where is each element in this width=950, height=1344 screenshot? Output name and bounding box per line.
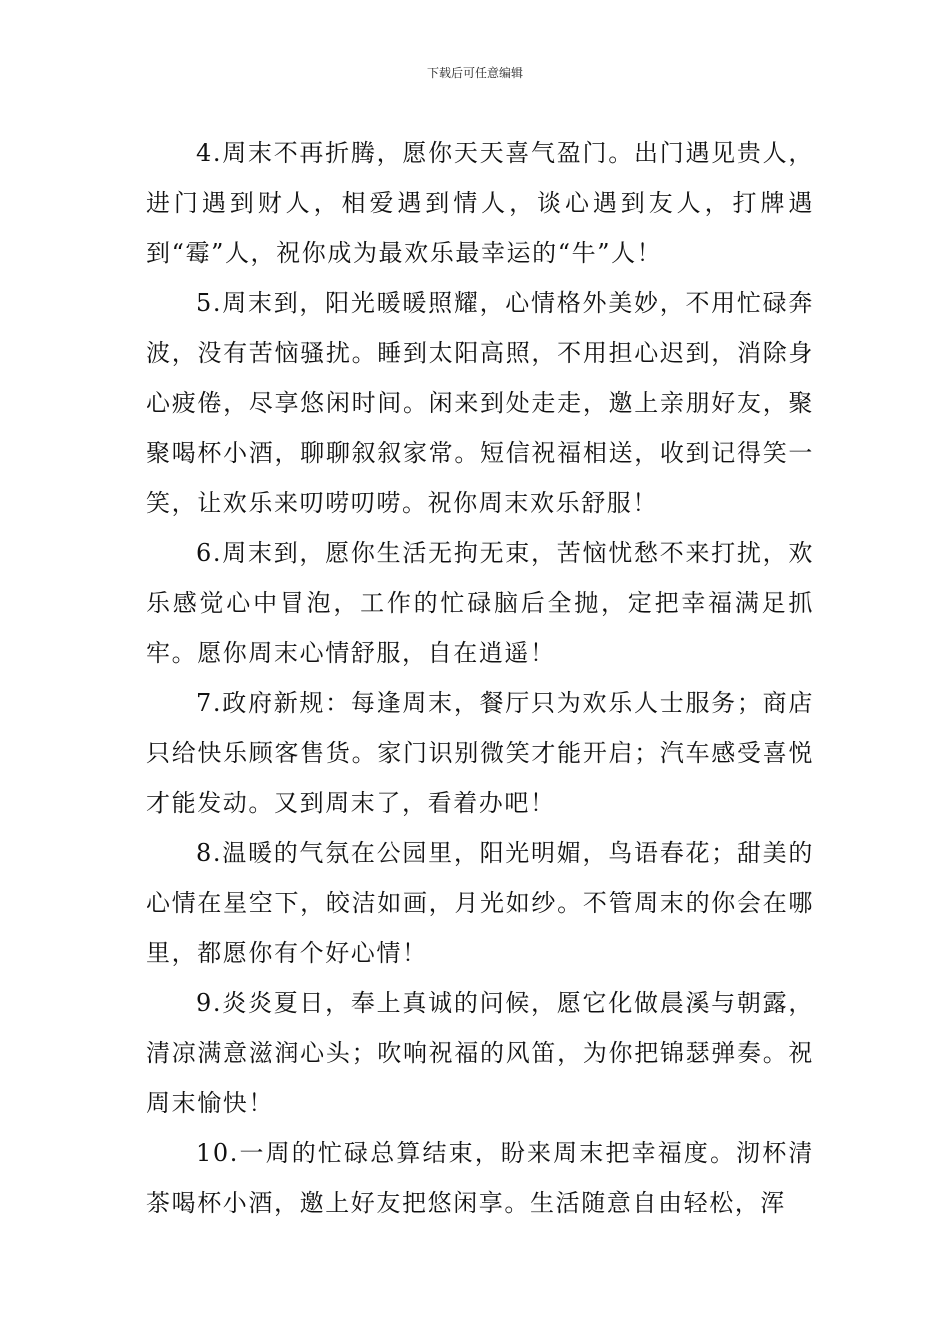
- page-header: 下载后可任意编辑: [426, 66, 523, 80]
- paragraph-7: 7.政府新规：每逢周末，餐厅只为欢乐人士服务；商店只给快乐顾客售货。家门识别微笑才能开启；汽车感受喜悦才能发动。又到周末了，看着办吧！: [146, 689, 814, 817]
- paragraph-10: 10.一周的忙碌总算结束，盼来周末把幸福度。沏杯清茶喝杯小酒，邀上好友把悠闲享。生活随意自由轻松，浑: [146, 1139, 814, 1217]
- paragraph-4: 4.周末不再折腾，愿你天天喜气盈门。出门遇见贵人，进门遇到财人，相爱遇到情人，谈心遇到友人，打牌遇到“霉”人，祝你成为最欢乐最幸运的“牛”人！: [146, 139, 814, 267]
- paragraph-5: 5.周末到，阳光暖暖照耀，心情格外美妙，不用忙碌奔波，没有苦恼骚扰。睡到太阳高照，不用担心迟到，消除身心疲倦，尽享悠闲时间。闲来到处走走，邀上亲朋好友，聚聚喝杯小酒，聊聊叙叙家常。短信祝福相送，收到记得笑一笑，让欢乐来叨唠叨唠。祝你周末欢乐舒服！: [146, 289, 814, 517]
- paragraph-9: 9.炎炎夏日，奉上真诚的问候，愿它化做晨溪与朝露，清凉满意滋润心头；吹响祝福的风笛，为你把锦瑟弹奏。祝周末愉快！: [146, 989, 814, 1117]
- paragraph-6: 6.周末到，愿你生活无拘无束，苦恼忧愁不来打扰，欢乐感觉心中冒泡，工作的忙碌脑后全抛，定把幸福满足抓牢。愿你周末心情舒服，自在逍遥！: [146, 539, 814, 667]
- paragraph-8: 8.温暖的气氛在公园里，阳光明媚，鸟语春花；甜美的心情在星空下，皎洁如画，月光如纱。不管周末的你会在哪里，都愿你有个好心情！: [146, 839, 814, 967]
- document-body: [146, 128, 814, 1228]
